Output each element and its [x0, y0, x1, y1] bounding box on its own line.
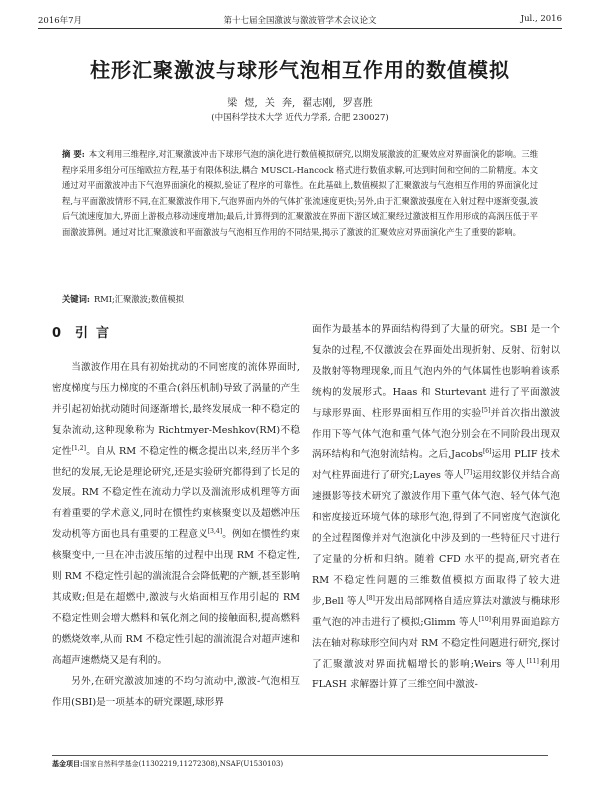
- citation: [7]: [463, 469, 473, 477]
- intro-paragraph-continued: [312, 320, 560, 696]
- citation: [11]: [526, 657, 539, 665]
- para-text: 并首次指出激波作用下等气体气泡和重气体气泡分别会在不同阶段出现双涡环结构和气泡射流结构。之后,Jacobs: [312, 407, 561, 461]
- para-text: 。自从 RM 不稳定性的概念提出以来,经历半个多世纪的发展,无论是理论研究,还是实验研究都得到了长足的发展。RM 不稳定性在流动力学以及湍流形成机理等方面有着重要的学术意义,同时在惯性约束核聚变以及超燃冲压发动机等方面也具有重要的工程意义: [52, 445, 300, 541]
- para-text: 利用 FLASH 求解器计算了三维空间中激波-: [312, 658, 560, 691]
- citation: [5]: [481, 406, 491, 414]
- para-text: 面作为最基本的界面结构得到了大量的研究。SBI 是一个复杂的过程,不仅激波会在界面处出现折射、反射、衍射以及散射等物理现象,而且气泡内外的气体属性也影响着该系统构的发展形式。Haas 和 Sturtevant 进行了平面激波与球形界面、柱形界面相互作用的实验: [312, 324, 560, 419]
- abstract: [62, 147, 538, 240]
- abstract-label: 摘 要:: [62, 149, 85, 159]
- header-conference: 第十七届全国激波与激波管学术会议论文: [223, 16, 377, 26]
- header-date: 2016年7月: [38, 16, 83, 26]
- footnote-text: 国家自然科学基金(11302219,11272308),NSAF(U1530103): [82, 760, 284, 768]
- affiliation: (中国科学技术大学 近代力学系, 合肥 230027): [211, 113, 389, 123]
- intro-paragraph-1: [52, 358, 300, 672]
- body-column-right: [312, 320, 560, 696]
- para-text: 当激波作用在具有初始扰动的不同密度的流体界面时,密度梯度与压力梯度的不重合(斜压机制)导致了涡量的产生并引起初始扰动随时间逐渐增长,最终发展成一种不稳定的复杂流动,这种现象称为 Richtmyer-Meshkov(RM)不稳定性: [52, 362, 300, 457]
- citation: [3,4]: [207, 528, 223, 536]
- authors: 梁 煜, 关 奔, 翟志刚, 罗喜胜: [227, 98, 373, 109]
- keywords-text: RMI;汇聚激波;数值模拟: [93, 294, 184, 304]
- section-title: 引言: [75, 326, 118, 341]
- body-column-left: [52, 320, 300, 713]
- keywords-label: 关键词:: [62, 294, 90, 304]
- funding-footnote: [52, 755, 548, 769]
- keywords: [62, 293, 538, 305]
- citation: [1,2]: [71, 444, 86, 452]
- para-text: 运用 PLIF 技术对气柱界面进行了研究;Layes 等人: [312, 449, 560, 482]
- header-date-en: Jul., 2016: [520, 14, 562, 24]
- para-text: 利用界面追踪方法在轴对称球形空间内对 RM 不稳定性问题进行研究,探讨了汇聚激波对界面扰幅增长的影响;Weirs 等人: [312, 616, 560, 670]
- running-header: [38, 12, 562, 29]
- citation: [10]: [478, 615, 491, 623]
- abstract-text: 本文利用三维程序,对汇聚激波冲击下球形气泡的演化进行数值模拟研究,以期发展激波的汇聚效应对界面演化的影响。三维程序采用多组分可压缩欧拉方程,基于有限体积法,耦合 MUSCL-Hancock 格式进行数值求解,可达到时间和空间的二阶精度。本文通过对平面激波冲击下气泡界面演化的模拟,验证了程序的可靠性。在此基础上,数值模拟了汇聚激波与气泡相互作用的界面演化过程,与平面激波情形不同,在汇聚激波作用下,气泡界面内外的气体扩张流速度更快;另外,由于汇聚激波强度在入射过程中逐渐变强,波后气流速度加大,界面上游极点移动速度增加;最后,计算得到的汇聚激波在界面下游区域汇聚经过激波相互作用形成的高涡压低于平面激波算例。通过对比汇聚激波和平面激波与气泡相互作用的不同结果,揭示了激波的汇聚效应对界面演化产生了重要的影响。: [62, 149, 539, 237]
- para-text: 开发出局部网格自适应算法对激波与椭球形重气泡的冲击进行了模拟;Glimm 等人: [312, 595, 561, 628]
- intro-paragraph-2: 另外,在研究激波加速的不均匀流动中,激波-气泡相互作用(SBI)是一项基本的研究课题,球形界: [52, 675, 300, 708]
- para-text: 运用纹影仪并结合高速摄影等技术研究了激波作用下重气体气泡、轻气体气泡和密度接近环境气体的球形气泡,得到了不同密度气泡演化的全过程图像并对气泡演化中涉及到的一些特征尺寸进行了定量的分析和归纳。随着 CFD 水平的提高,研究者在 RM 不稳定性问题的三维数值模拟方面取得了较大进步,Bell 等人: [312, 470, 560, 607]
- section-heading: [52, 320, 300, 348]
- footnote-label: 基金项目:: [52, 759, 83, 768]
- section-number: 0: [52, 326, 62, 341]
- paper-title: 柱形汇聚激波与球形气泡相互作用的数值模拟: [90, 58, 510, 82]
- para-text: 。例如在惯性约束核聚变中,一旦在冲击波压缩的过程中出现 RM 不稳定性,则 RM 不稳定性引起的湍流混合会降低靶的产额,甚至影响其成败;但是在超燃中,激波与火焰面相互作用引起的 RM 不稳定性则会增大燃料和氧化剂之间的接触面积,提高燃料的燃烧效率,从而 RM 不稳定性引起的湍流混合对超声速和高超声速燃烧又是有利的。: [52, 529, 300, 666]
- citation: [8]: [366, 594, 375, 602]
- citation: [6]: [482, 448, 492, 456]
